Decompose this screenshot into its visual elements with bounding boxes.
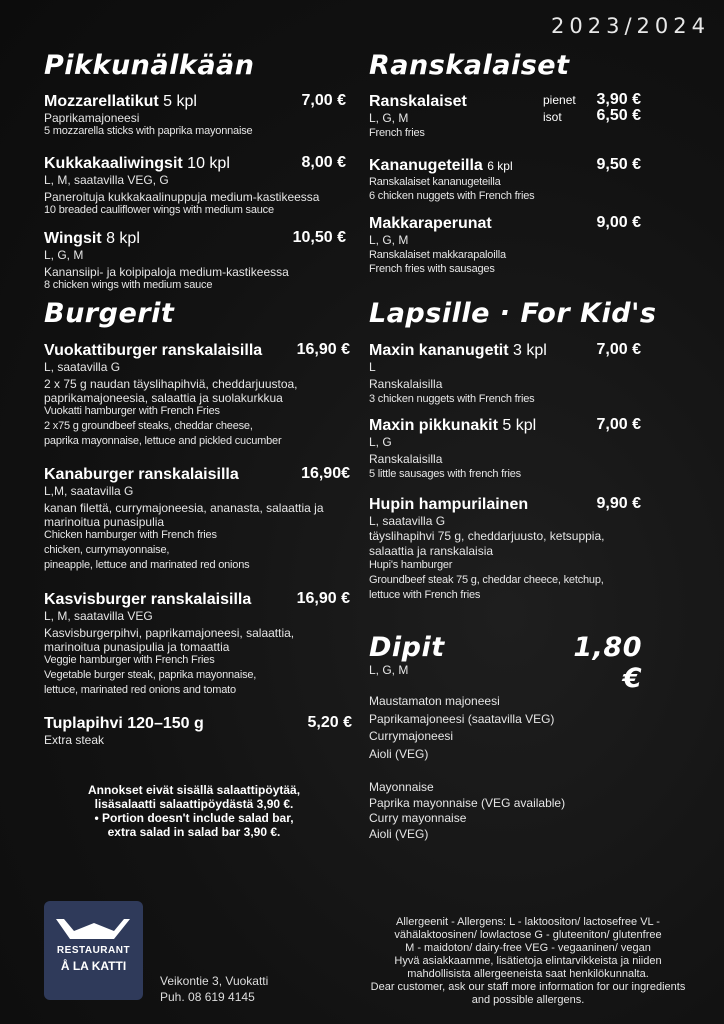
item-qty: 6 kpl bbox=[487, 159, 513, 173]
dip-list-english bbox=[369, 780, 565, 842]
list-item: Aioli (VEG) bbox=[369, 746, 429, 761]
item-price: 10,50 € bbox=[292, 229, 346, 246]
item-name: Kasvisburger ranskalaisilla bbox=[44, 591, 252, 608]
logo-line2: Å LA KATTI bbox=[60, 959, 127, 973]
menu-item-kukkakaaliwingsit: Kukkakaaliwingsit 10 kpl 8,00 € L, M, saatavilla VEG, G Paneroituja kukkakaalinuppuja medium-kastikeessa 10 breaded cauliflower wings with medium sauce bbox=[44, 154, 346, 216]
item-name: Kukkakaaliwingsit bbox=[44, 155, 183, 172]
dip-list-finnish bbox=[369, 694, 554, 762]
menu-item-makkaraperunat: Makkaraperunat 9,00 € L, G, M Ranskalaiset makkarapaloilla French fries with sausages bbox=[369, 214, 641, 275]
item-qty: 8 kpl bbox=[106, 230, 140, 247]
item-qty: 5 kpl bbox=[163, 93, 197, 110]
item-price: 16,90 € bbox=[296, 341, 350, 358]
logo-line1: RESTAURANT bbox=[56, 945, 131, 956]
menu-item-tuplapihvi: Tuplapihvi 120–150 g 5,20 € Extra steak bbox=[44, 714, 352, 747]
menu-item-vuokattiburger: Vuokattiburger ranskalaisilla 16,90 € L, saatavilla G 2 x 75 g naudan täyslihapihviä, cheddarjuustoa, paprikamajoneesia, salaattia ja suolakurkkua Vuokatti hamburger with French Fries 2 x75 g groundbeef steaks, cheddar cheese, paprika mayonnaise, lettuce and pickled cucumber bbox=[44, 341, 350, 447]
list-item: Paprika mayonnaise (VEG available) bbox=[369, 795, 566, 810]
item-price: 5,20 € bbox=[307, 714, 352, 731]
list-item: Mayonnaise bbox=[369, 780, 434, 794]
list-item: Curry mayonnaise bbox=[369, 811, 467, 825]
item-price: 16,90€ bbox=[301, 465, 350, 482]
section-heading-ranskalaiset: Ranskalaiset bbox=[369, 50, 570, 81]
list-item: Maustamaton majoneesi bbox=[369, 694, 500, 708]
item-price: 7,00 € bbox=[301, 92, 346, 109]
menu-item-kasvisburger: Kasvisburger ranskalaisilla 16,90 € L, M, saatavilla VEG Kasvisburgerpihvi, paprikamajoneesi, salaattia, marinoitua punasipulia ja tomaattia Veggie hamburger with French Fries Vegetable burger steak, paprika mayonnaise, lettuce, marinated red onions and tomato bbox=[44, 590, 350, 696]
item-name: Vuokattiburger ranskalaisilla bbox=[44, 342, 263, 359]
item-qty: 10 kpl bbox=[187, 155, 230, 172]
season-year: 2023/2024 bbox=[551, 14, 710, 38]
list-item: Paprikamajoneesi (saatavilla VEG) bbox=[369, 711, 555, 726]
section-heading-burgerit: Burgerit bbox=[44, 298, 175, 329]
restaurant-address: Veikontie 3, Vuokatti bbox=[160, 974, 269, 988]
item-qty: 5 kpl bbox=[502, 417, 537, 434]
size-label-small: pienet bbox=[543, 93, 576, 107]
section-heading-pikkunalkaan: Pikkunälkään bbox=[44, 50, 255, 81]
item-name: Maxin kananugetit bbox=[369, 342, 509, 359]
item-price: 9,50 € bbox=[596, 156, 641, 173]
item-price: 16,90 € bbox=[296, 590, 350, 607]
item-price: 7,00 € bbox=[596, 341, 641, 358]
menu-item-maxin-pikkunakit: Maxin pikkunakit 5 kpl 7,00 € L, G Ranskalaisilla 5 little sausages with french fries bbox=[369, 416, 641, 480]
list-item: Currymajoneesi bbox=[369, 729, 454, 743]
item-name: Kananugeteilla bbox=[369, 157, 483, 174]
price-small: 3,90 € bbox=[596, 91, 641, 108]
item-name: Wingsit bbox=[44, 230, 102, 247]
menu-item-hupin-hampurilainen: Hupin hampurilainen 9,90 € L, saatavilla G täyslihapihvi 75 g, cheddarjuusto, ketsuppia, salaattia ja ranskalaisia Hupi's hamburger Groundbeef steak 75 g, cheddar cheece, ketchup, lettuce with French fries bbox=[369, 495, 641, 601]
section-heading-dipit: Dipit bbox=[369, 632, 445, 663]
list-item: Aioli (VEG) bbox=[369, 826, 429, 841]
item-name: Maxin pikkunakit bbox=[369, 417, 498, 434]
item-name: Ranskalaiset bbox=[369, 93, 467, 110]
section-heading-lapsille: Lapsille · For Kid's bbox=[369, 298, 657, 329]
item-name: Mozzarellatikut bbox=[44, 93, 159, 110]
item-price: 8,00 € bbox=[301, 154, 346, 171]
dipit-allergens: L, G, M bbox=[369, 663, 409, 677]
item-qty: 3 kpl bbox=[513, 342, 547, 359]
salad-bar-note: Annokset eivät sisällä salaattipöytää, lisäsalaatti salaattipöydästä 3,90 €. • Portion doesn't include salad bar, extra salad in salad bar 3,90 €. bbox=[87, 783, 301, 839]
item-price: 9,00 € bbox=[596, 214, 641, 231]
item-price: 7,00 € bbox=[596, 416, 641, 433]
restaurant-logo bbox=[44, 901, 143, 1000]
menu-item-kananugeteilla: Kananugeteilla 6 kpl 9,50 € Ranskalaiset kananugeteilla 6 chicken nuggets with French fries bbox=[369, 156, 641, 202]
menu-item-wingsit: Wingsit 8 kpl 10,50 € L, G, M Kanansiipi- ja koipipaloja medium-kastikeessa 8 chicken wings with medium sauce bbox=[44, 229, 346, 291]
item-name: Kanaburger ranskalaisilla bbox=[44, 466, 239, 483]
menu-item-maxin-kananugetit: Maxin kananugetit 3 kpl 7,00 € L Ranskalaisilla 3 chicken nuggets with French fries bbox=[369, 341, 641, 405]
menu-item-kanaburger: Kanaburger ranskalaisilla 16,90€ L,M, saatavilla G kanan filettä, currymajoneesia, ananasta, salaattia ja marinoitua punasipulia Chicken hamburger with French fries chicken, currymayonnaise, pineapple, lettuce and marinated red onions bbox=[44, 465, 350, 571]
size-label-large: isot bbox=[543, 110, 562, 124]
item-name: Tuplapihvi 120–150 g bbox=[44, 715, 204, 732]
restaurant-phone: Puh. 08 619 4145 bbox=[160, 990, 255, 1004]
item-price: 9,90 € bbox=[596, 495, 641, 512]
menu-item-ranskalaiset: Ranskalaiset L, G, M French fries pienet 3,90 € isot 6,50 € bbox=[369, 91, 641, 139]
dipit-price: 1,80 € bbox=[573, 632, 642, 694]
price-large: 6,50 € bbox=[596, 107, 641, 124]
menu-item-mozzarellatikut: Mozzarellatikut 5 kpl 7,00 € Paprikamajoneesi 5 mozzarella sticks with paprika mayonnaise bbox=[44, 92, 346, 137]
item-name: Makkaraperunat bbox=[369, 215, 492, 232]
allergen-info: Allergeenit - Allergens: L - laktoositon/ lactosefree VL - vähälaktoosinen/ lowlactose G - gluteeniton/ glutenfree M - maidoton/ dairy-free VEG - vegaaninen/ vegan Hyvä asiakkaamme, lisätietoja elintarvikkeista ja niiden mahdollisista allergeeneista saat henkilökunnalta. Dear customer, ask our staff more information for our ingredients and possible allergens. bbox=[370, 916, 686, 1006]
item-name: Hupin hampurilainen bbox=[369, 496, 529, 513]
